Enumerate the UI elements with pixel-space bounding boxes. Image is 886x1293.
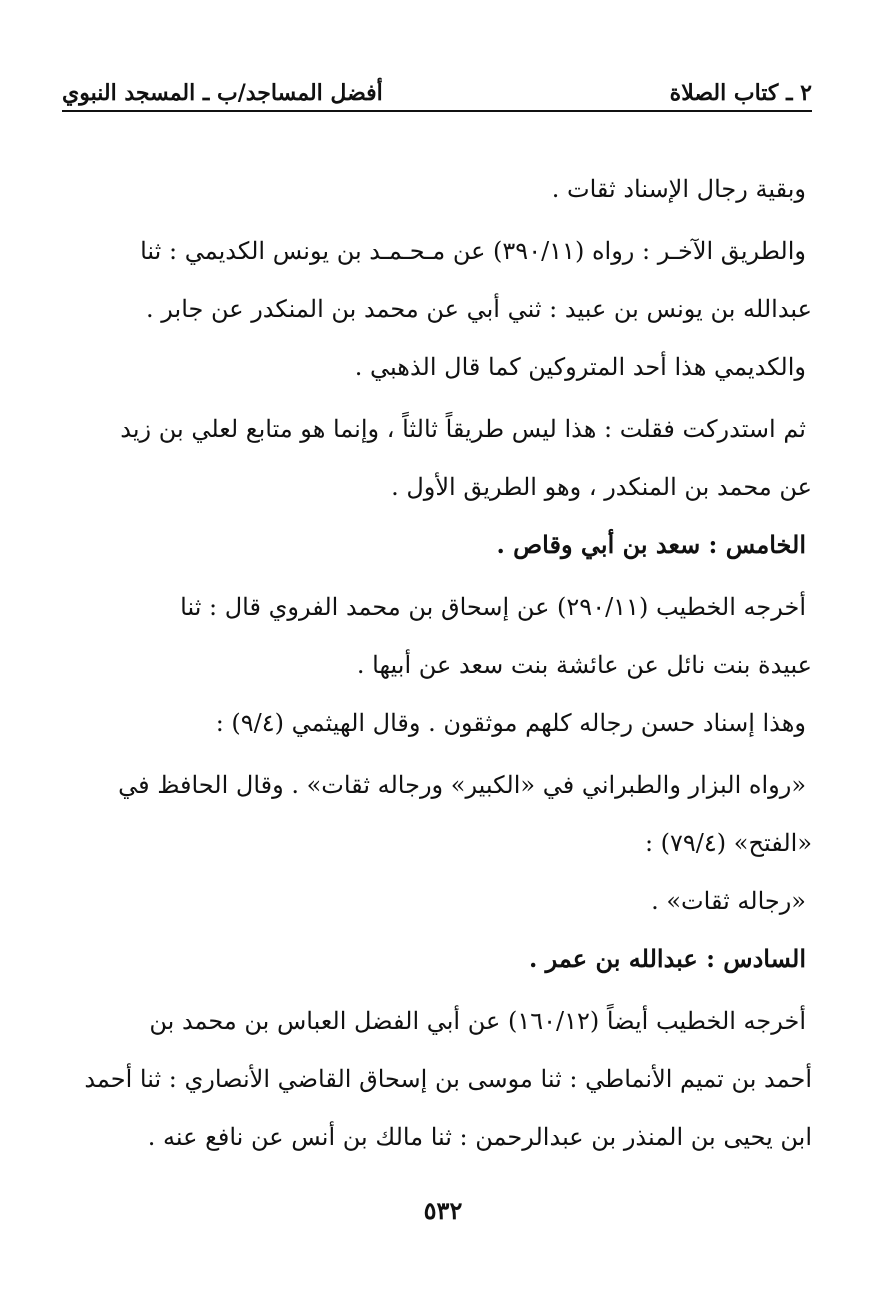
text-line: أحمد بن تميم الأنماطي : ثنا موسى بن إسحاق القاضي الأنصاري : ثنا أحمد: [84, 1065, 812, 1093]
text-line: «الفتح» (٧٩/٤) :: [644, 829, 812, 857]
text-line: والكديمي هذا أحد المتروكين كما قال الذهبي .: [354, 353, 806, 381]
section-heading: السادس : عبدالله بن عمر .: [528, 944, 806, 973]
text-line: والطريق الآخـر : رواه (٣٩٠/١١) عن مـحـمـد بن يونس الكديمي : ثنا: [140, 237, 806, 265]
header-section: أفضل المساجد/ب ـ المسجد النبوي: [62, 80, 383, 106]
running-header: [62, 70, 812, 106]
text-line: ابن يحيى بن المنذر بن عبدالرحمن : ثنا مالك بن أنس عن نافع عنه .: [147, 1123, 812, 1151]
text-line: ثم استدركت فقلت : هذا ليس طريقاً ثالثاً ، وإنما هو متابع لعلي بن زيد: [120, 415, 806, 443]
text-line: «رواه البزار والطبراني في «الكبير» ورجاله ثقات» . وقال الحافظ في: [118, 771, 806, 799]
page-body: [62, 160, 812, 1166]
text-line: عبيدة بنت نائل عن عائشة بنت سعد عن أبيها .: [356, 651, 812, 679]
text-line: وبقية رجال الإسناد ثقات .: [551, 175, 806, 203]
header-chapter: ٢ ـ كتاب الصلاة: [669, 80, 812, 106]
text-line: وهذا إسناد حسن رجاله كلهم موثقون . وقال الهيثمي (٩/٤) :: [215, 709, 806, 737]
text-line: أخرجه الخطيب أيضاً (١٦٠/١٢) عن أبي الفضل العباس بن محمد بن: [149, 1007, 806, 1035]
text-line: عبدالله بن يونس بن عبيد : ثني أبي عن محمد بن المنكدر عن جابر .: [146, 295, 812, 323]
header-divider: [62, 110, 812, 112]
text-line: عن محمد بن المنكدر ، وهو الطريق الأول .: [391, 473, 812, 501]
text-line: أخرجه الخطيب (٢٩٠/١١) عن إسحاق بن محمد الفروي قال : ثنا: [180, 593, 806, 621]
text-line: «رجاله ثقات» .: [651, 887, 806, 915]
page-number: ٥٣٢: [423, 1196, 463, 1225]
section-heading: الخامس : سعد بن أبي وقاص .: [496, 530, 806, 559]
